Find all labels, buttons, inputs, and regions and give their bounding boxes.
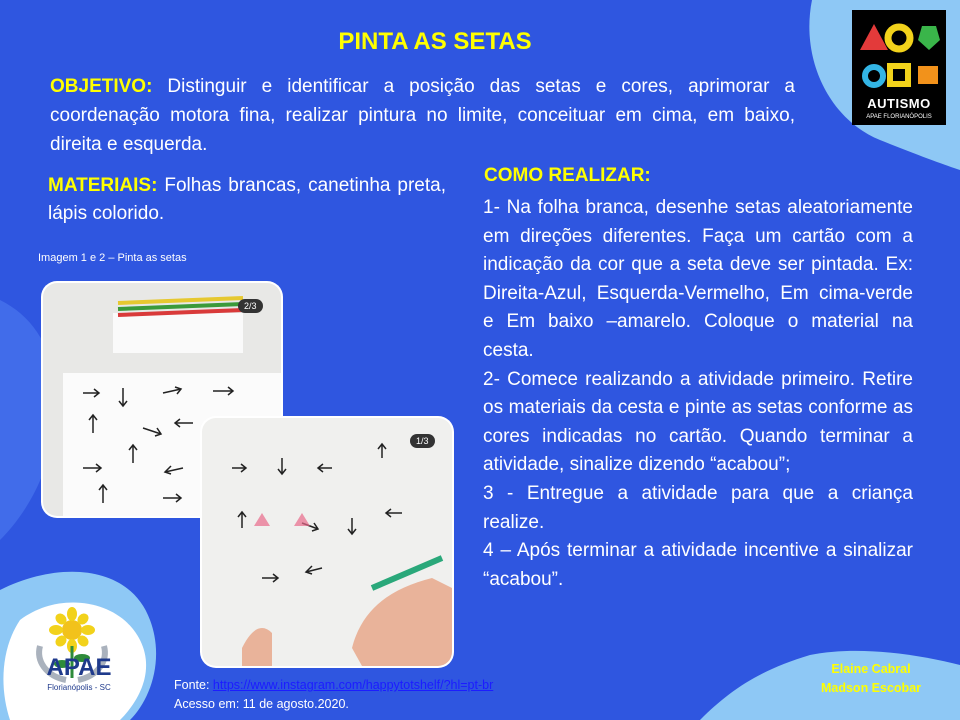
objective-text: Distinguir e identificar a posição das setas e cores, aprimorar a coordenação motora fina, realizar pintura no limite, conceituar em cima, em baixo, direita e esquerda. — [50, 76, 795, 155]
source-label: Fonte: — [174, 678, 213, 692]
activity-photo-2 — [202, 418, 452, 666]
autismo-sub: APAE FLORIANÓPOLIS — [866, 114, 932, 120]
how-to-title: COMO REALIZAR: — [484, 165, 651, 186]
how-to-steps — [483, 194, 913, 594]
page-title: PINTA AS SETAS — [338, 28, 532, 55]
child-painting-image — [202, 418, 452, 666]
apae-word: APAE — [46, 654, 112, 681]
step-4: 4 – Após terminar a atividade incentive a sinalizar “acabou”. — [483, 540, 913, 590]
photo2-badge: 1/3 — [410, 434, 435, 448]
authors-block — [806, 660, 936, 698]
author-2: Madson Escobar — [820, 681, 922, 695]
access-date: Acesso em: 11 de agosto.2020. — [174, 697, 349, 711]
apae-sub: Florianópolis - SC — [47, 683, 111, 692]
materials-label: MATERIAIS: — [48, 175, 158, 196]
step-2: 2- Comece realizando a atividade primeiro. Retire os materiais da cesta e pinte as setas conforme as cores indicadas no cartão. Quando terminar a atividade, sinalize dizendo “acabou”; — [483, 368, 913, 476]
materials-text: Folhas brancas, canetinha preta, lápis colorido. — [48, 175, 446, 224]
objective-paragraph — [50, 72, 795, 159]
author-1: Elaine Cabral — [831, 662, 911, 676]
objective-label: OBJETIVO: — [50, 76, 153, 97]
source-line — [174, 676, 493, 695]
source-block — [174, 676, 493, 714]
autismo-word: AUTISMO — [867, 96, 931, 111]
source-link[interactable]: https://www.instagram.com/happytotshelf/?hl=pt-br — [212, 678, 494, 692]
materials-paragraph — [48, 172, 446, 228]
step-3: 3 - Entregue a atividade para que a criança realize. — [483, 482, 913, 533]
shapes-icon — [852, 10, 946, 96]
step-1: 1- Na folha branca, desenhe setas aleatoriamente em direções diferentes. Faça um cartão com a indicação da cor que a seta deve ser pintada. Ex: Direita-Azul, Esquerda-Vermelho, Em cima-verde e Em baixo –amarelo. Coloque o material na cesta. — [483, 197, 913, 361]
apae-flower-logo — [26, 576, 126, 716]
photo1-badge: 2/3 — [238, 299, 263, 313]
autismo-logo — [852, 10, 946, 125]
image-caption: Imagem 1 e 2 – Pinta as setas — [38, 252, 187, 264]
